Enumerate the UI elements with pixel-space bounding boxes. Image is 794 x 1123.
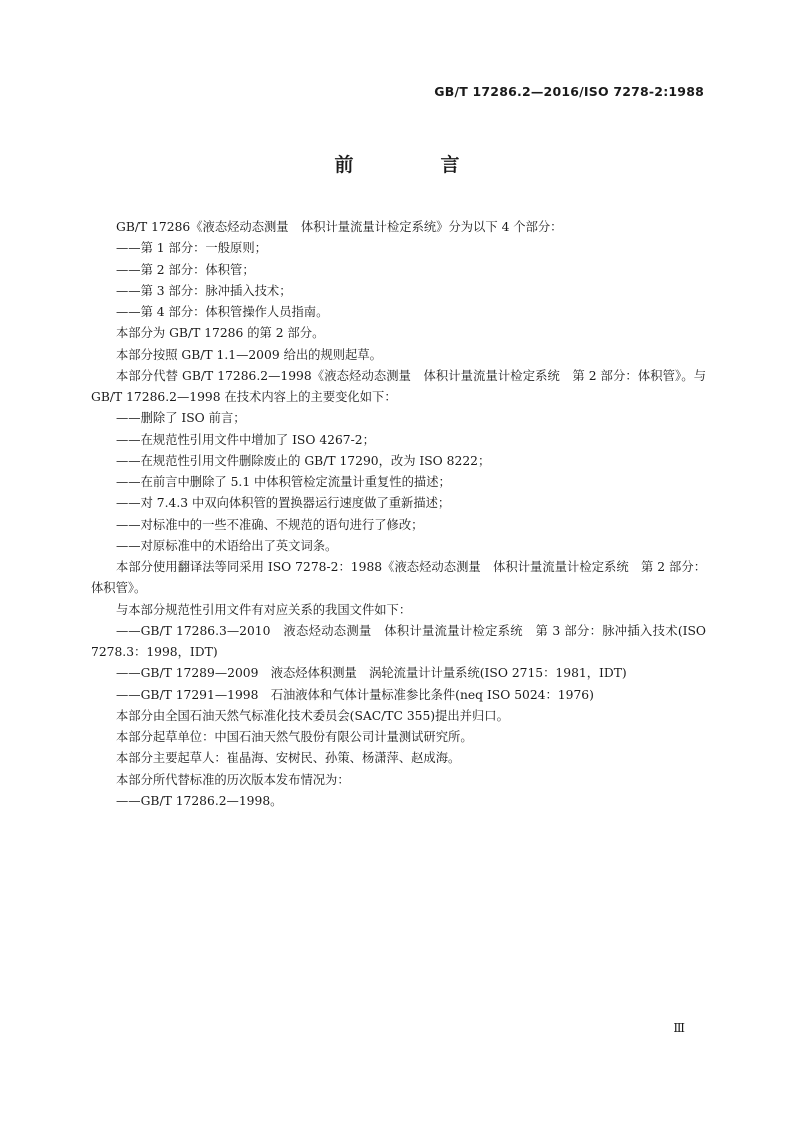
list-item: ——对标准中的一些不准确、不规范的语句进行了修改；: [116, 517, 424, 532]
list-item: ——第 1 部分：一般原则；: [116, 241, 267, 256]
paragraph: 本部分为 GB/T 17286 的第 2 部分。: [116, 326, 325, 341]
page-title: 前 言: [334, 154, 494, 176]
list-item: ——对 7.4.3 中双向体积管的置换器运行速度做了重新描述；: [116, 496, 451, 511]
paragraph: 本部分按照 GB/T 1.1—2009 给出的规则起草。: [116, 347, 382, 362]
list-item: ——第 3 部分：脉冲插入技术；: [116, 283, 292, 298]
paragraph: 本部分代替 GB/T 17286.2—1998《液态烃动态测量 体积计量流量计检定系统 第 2 部分：体积管》。与 GB/T 17286.2—1998 在技术内容上的主要变化如下：: [91, 368, 706, 404]
page-number: Ⅲ: [673, 1021, 685, 1035]
list-item: ——GB/T 17286.3—2010 液态烃动态测量 体积计量流量计检定系统 第 3 部分：脉冲插入技术(ISO 7278.3：1998，IDT): [91, 623, 706, 659]
standard-number-header: GB/T 17286.2—2016/ISO 7278-2:1988: [434, 84, 704, 99]
list-item: ——GB/T 17291—1998 石油液体和气体计量标准参比条件(neq ISO 5024：1976): [116, 687, 594, 702]
paragraph: 本部分所代替标准的历次版本发布情况为：: [116, 772, 350, 787]
list-item: ——删除了 ISO 前言；: [116, 411, 246, 426]
list-item: ——第 4 部分：体积管操作人员指南。: [116, 305, 329, 319]
paragraph: 本部分起草单位：中国石油天然气股份有限公司计量测试研究所。: [116, 730, 473, 744]
paragraph: GB/T 17286《液态烃动态测量 体积计量流量计检定系统》分为以下 4 个部分：: [116, 220, 563, 234]
list-item: ——对原标准中的术语给出了英文词条。: [116, 538, 338, 553]
foreword-body: [91, 217, 706, 812]
paragraph: 本部分使用翻译法等同采用 ISO 7278-2：1988《液态烃动态测量 体积计量流量计检定系统 第 2 部分：体积管》。: [91, 560, 706, 596]
list-item: ——在规范性引用文件中增加了 ISO 4267-2；: [116, 432, 375, 447]
list-item: ——GB/T 17286.2—1998。: [116, 793, 283, 808]
paragraph: 本部分主要起草人：崔晶海、安树民、孙策、杨潇萍、赵成海。: [116, 751, 461, 766]
list-item: ——在前言中删除了 5.1 中体积管检定流量计重复性的描述；: [116, 475, 451, 489]
list-item: ——GB/T 17289—2009 液态烃体积测量 涡轮流量计计量系统(ISO 2715：1981，IDT): [116, 666, 627, 681]
list-item: ——在规范性引用文件删除废止的 GB/T 17290，改为 ISO 8222；: [116, 453, 491, 468]
paragraph: 本部分由全国石油天然气标准化技术委员会(SAC/TC 355)提出并归口。: [116, 708, 509, 723]
list-item: ——第 2 部分：体积管；: [116, 262, 255, 277]
paragraph: 与本部分规范性引用文件有对应关系的我国文件如下：: [116, 602, 412, 617]
